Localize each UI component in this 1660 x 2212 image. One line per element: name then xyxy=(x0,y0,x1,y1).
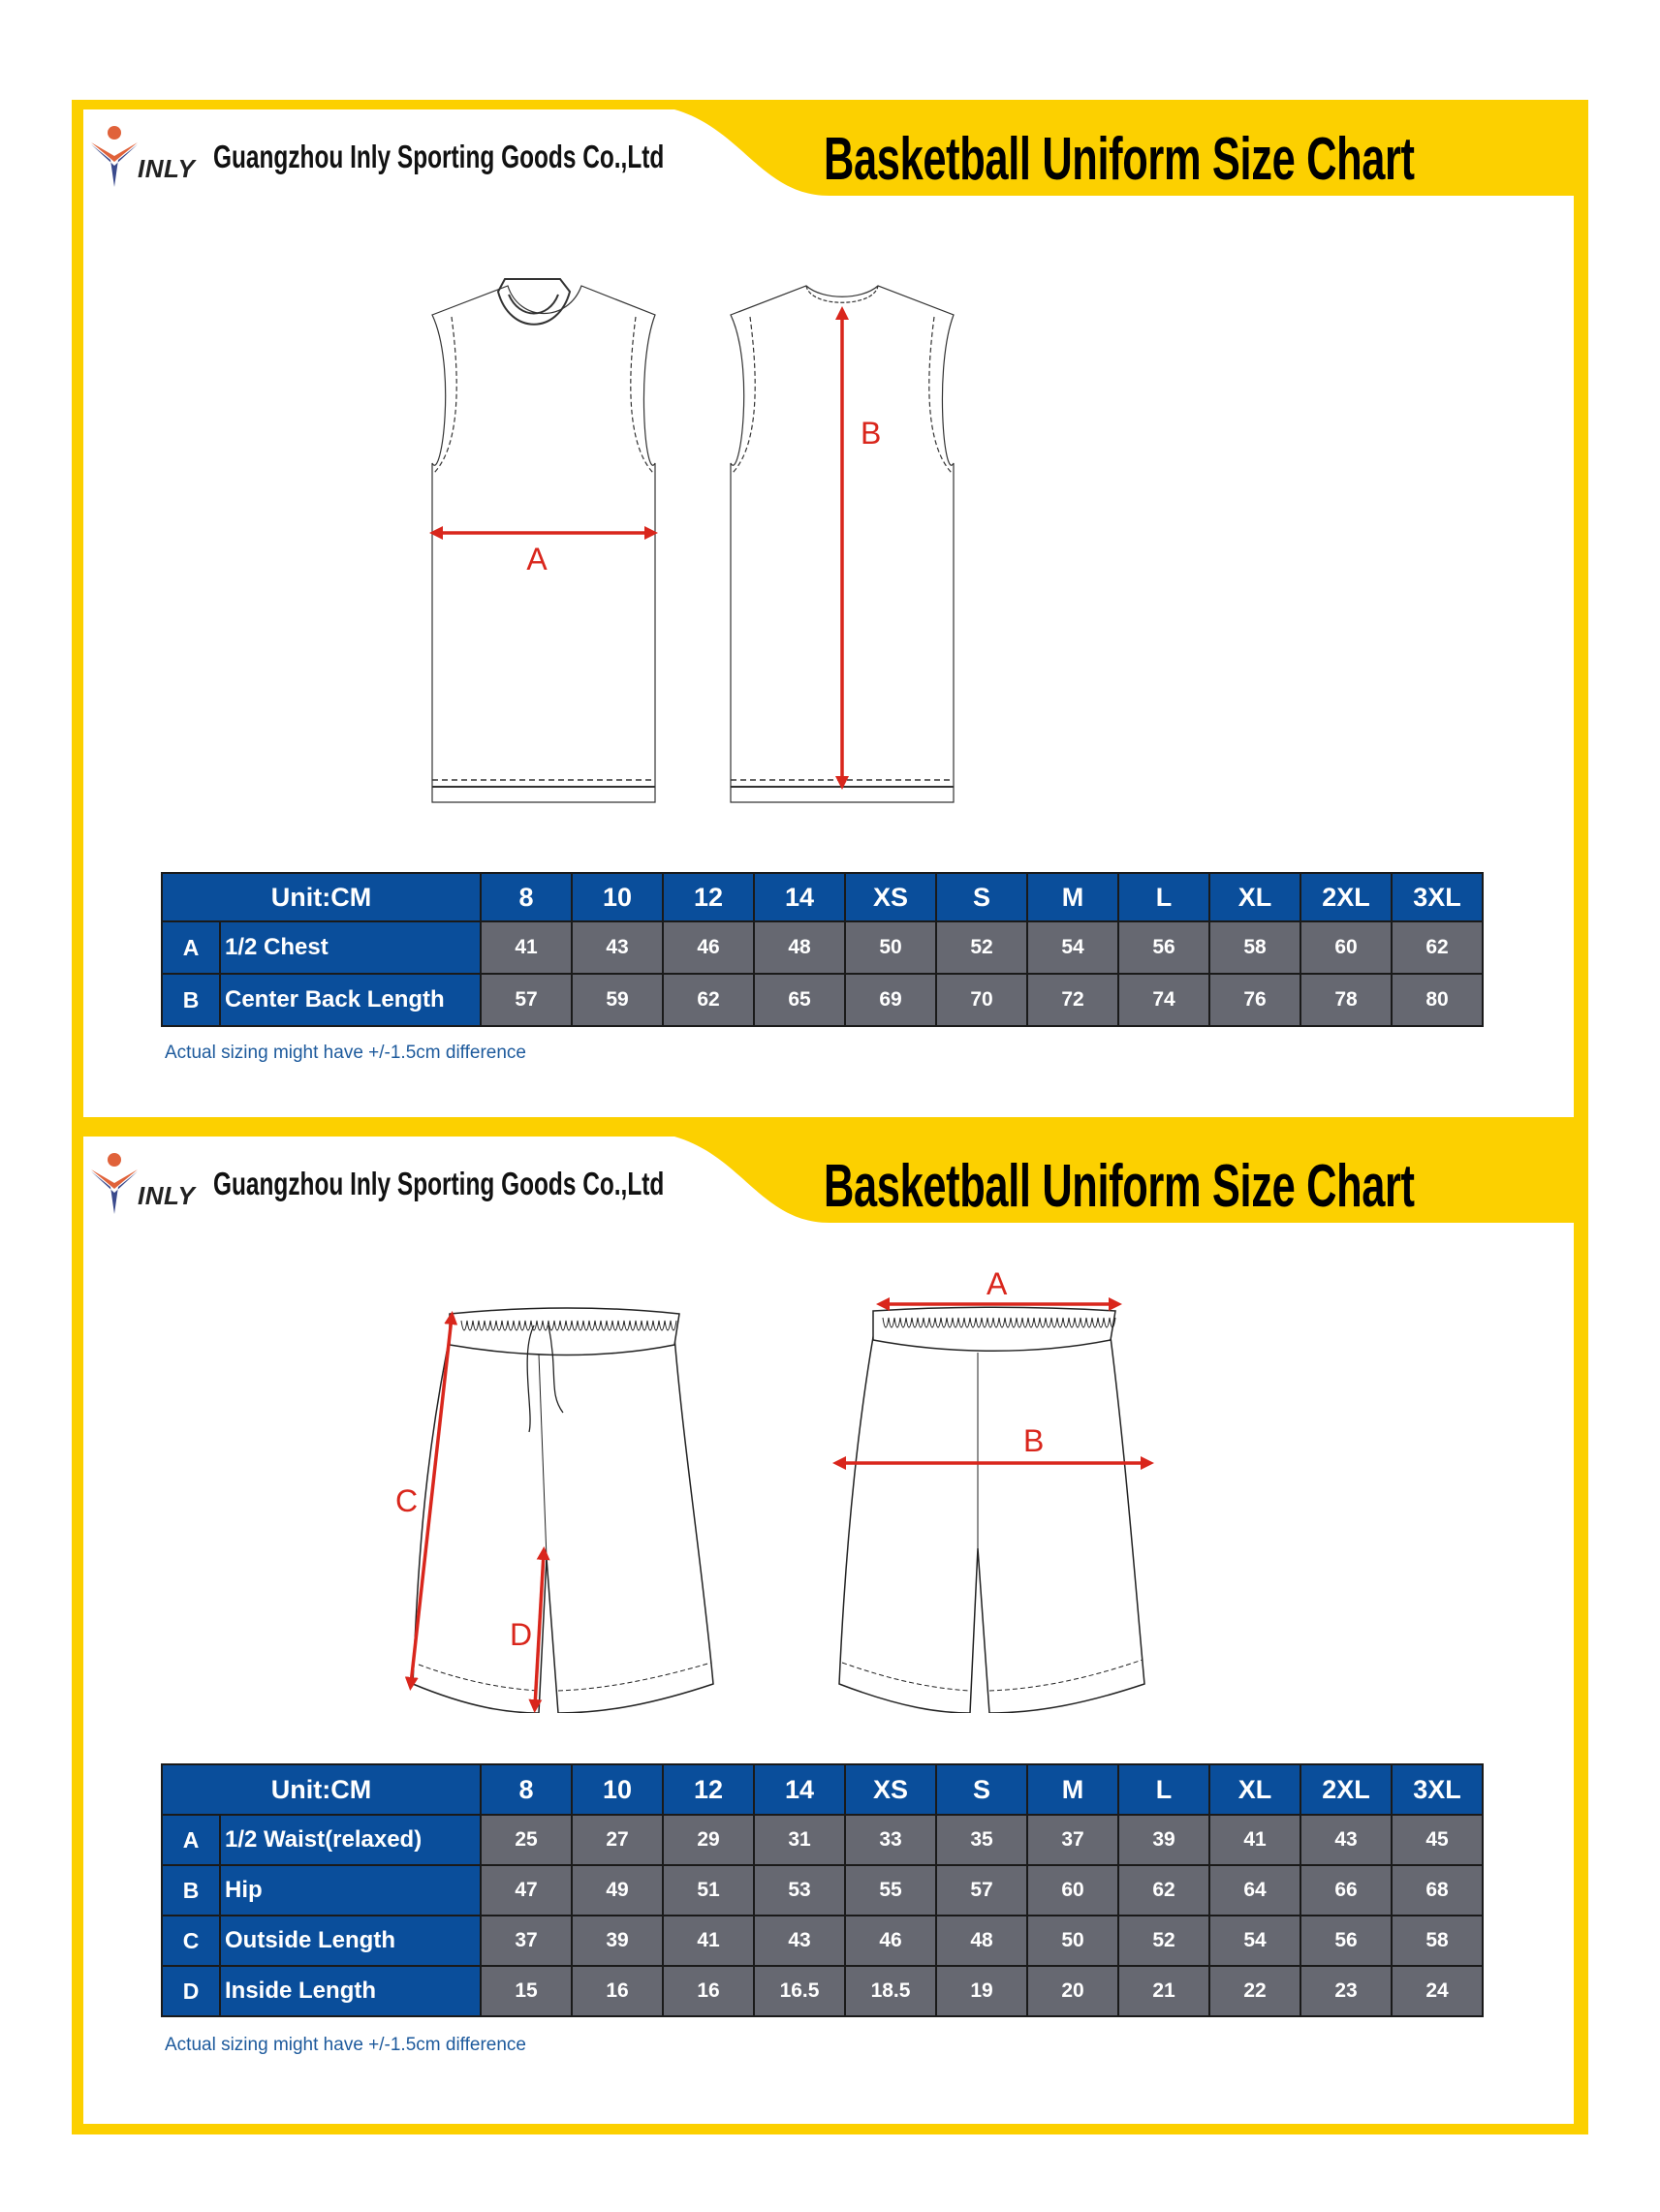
jersey-front-icon xyxy=(432,279,655,802)
cell: 39 xyxy=(1118,1815,1209,1865)
cell: 72 xyxy=(1027,974,1118,1026)
unit-label: Unit:CM xyxy=(162,873,481,921)
size-col: 14 xyxy=(754,873,845,921)
cell: 66 xyxy=(1300,1865,1392,1916)
row-letter: A xyxy=(162,1815,220,1865)
cell: 20 xyxy=(1027,1966,1118,2016)
cell: 29 xyxy=(663,1815,754,1865)
cell: 49 xyxy=(572,1865,663,1916)
cell: 41 xyxy=(1209,1815,1300,1865)
size-col: 8 xyxy=(481,873,572,921)
cell: 58 xyxy=(1392,1916,1483,1966)
size-col: XS xyxy=(845,873,936,921)
cell: 31 xyxy=(754,1815,845,1865)
cell: 62 xyxy=(663,974,754,1026)
table-row xyxy=(162,1865,1483,1916)
cell: 76 xyxy=(1209,974,1300,1026)
company-name: Guangzhou Inly Sporting Goods Co.,Ltd xyxy=(213,139,665,174)
size-col: 3XL xyxy=(1392,1764,1483,1815)
cell: 70 xyxy=(936,974,1027,1026)
size-col: 12 xyxy=(663,873,754,921)
cell: 52 xyxy=(936,921,1027,974)
cell: 25 xyxy=(481,1815,572,1865)
size-col: XL xyxy=(1209,873,1300,921)
jersey-diagram xyxy=(413,269,1217,812)
row-label: Outside Length xyxy=(220,1916,481,1966)
cell: 18.5 xyxy=(845,1966,936,2016)
size-col: L xyxy=(1118,1764,1209,1815)
table-row xyxy=(162,1916,1483,1966)
cell: 47 xyxy=(481,1865,572,1916)
cell: 56 xyxy=(1118,921,1209,974)
cell: 16.5 xyxy=(754,1966,845,2016)
jersey-size-table xyxy=(161,872,1484,1027)
row-letter: C xyxy=(162,1916,220,1966)
cell: 48 xyxy=(936,1916,1027,1966)
logo-wordmark: INLY xyxy=(138,154,196,183)
company-name: Guangzhou Inly Sporting Goods Co.,Ltd xyxy=(213,1166,665,1201)
cell: 43 xyxy=(754,1916,845,1966)
cell: 15 xyxy=(481,1966,572,2016)
cell: 50 xyxy=(1027,1916,1118,1966)
cell: 39 xyxy=(572,1916,663,1966)
table-row xyxy=(162,974,1483,1026)
measure-a-label: A xyxy=(987,1266,1008,1301)
cell: 45 xyxy=(1392,1815,1483,1865)
cell: 33 xyxy=(845,1815,936,1865)
row-letter: A xyxy=(162,921,220,974)
table-row xyxy=(162,1966,1483,2016)
table-header-row xyxy=(162,873,1483,921)
cell: 53 xyxy=(754,1865,845,1916)
cell: 74 xyxy=(1118,974,1209,1026)
cell: 80 xyxy=(1392,974,1483,1026)
row-letter: B xyxy=(162,1865,220,1916)
cell: 54 xyxy=(1027,921,1118,974)
shorts-size-table xyxy=(161,1763,1484,2017)
page-title: Basketball Uniform Size Chart xyxy=(824,1153,1415,1220)
size-col: 10 xyxy=(572,1764,663,1815)
row-label: Hip xyxy=(220,1865,481,1916)
cell: 19 xyxy=(936,1966,1027,2016)
cell: 62 xyxy=(1392,921,1483,974)
size-col: S xyxy=(936,1764,1027,1815)
size-col: 10 xyxy=(572,873,663,921)
cell: 23 xyxy=(1300,1966,1392,2016)
size-col: 8 xyxy=(481,1764,572,1815)
size-col: 3XL xyxy=(1392,873,1483,921)
sizing-note: Actual sizing might have +/-1.5cm difference xyxy=(165,1043,526,1063)
size-col: M xyxy=(1027,1764,1118,1815)
size-col: 2XL xyxy=(1300,873,1392,921)
table-row xyxy=(162,921,1483,974)
cell: 60 xyxy=(1027,1865,1118,1916)
cell: 59 xyxy=(572,974,663,1026)
measure-b-label: B xyxy=(861,416,882,451)
cell: 16 xyxy=(572,1966,663,2016)
cell: 46 xyxy=(845,1916,936,1966)
size-col: L xyxy=(1118,873,1209,921)
cell: 43 xyxy=(572,921,663,974)
cell: 21 xyxy=(1118,1966,1209,2016)
measure-d-label: D xyxy=(510,1617,533,1652)
cell: 54 xyxy=(1209,1916,1300,1966)
cell: 48 xyxy=(754,921,845,974)
cell: 24 xyxy=(1392,1966,1483,2016)
cell: 16 xyxy=(663,1966,754,2016)
size-col: XS xyxy=(845,1764,936,1815)
row-label: Center Back Length xyxy=(220,974,481,1026)
cell: 57 xyxy=(936,1865,1027,1916)
cell: 41 xyxy=(663,1916,754,1966)
cell: 37 xyxy=(481,1916,572,1966)
size-col: 12 xyxy=(663,1764,754,1815)
cell: 68 xyxy=(1392,1865,1483,1916)
sizing-note: Actual sizing might have +/-1.5cm difference xyxy=(165,2035,526,2055)
cell: 62 xyxy=(1118,1865,1209,1916)
size-col: 2XL xyxy=(1300,1764,1392,1815)
cell: 57 xyxy=(481,974,572,1026)
cell: 65 xyxy=(754,974,845,1026)
size-col: S xyxy=(936,873,1027,921)
cell: 37 xyxy=(1027,1815,1118,1865)
logo-wordmark: INLY xyxy=(138,1181,196,1210)
cell: 50 xyxy=(845,921,936,974)
cell: 22 xyxy=(1209,1966,1300,2016)
measure-b-label: B xyxy=(1023,1423,1045,1458)
unit-label: Unit:CM xyxy=(162,1764,481,1815)
row-letter: B xyxy=(162,974,220,1026)
cell: 43 xyxy=(1300,1815,1392,1865)
table-row xyxy=(162,1815,1483,1865)
cell: 51 xyxy=(663,1865,754,1916)
measure-a-label: A xyxy=(526,542,548,576)
cell: 55 xyxy=(845,1865,936,1916)
shorts-front-icon xyxy=(413,1308,713,1713)
cell: 56 xyxy=(1300,1916,1392,1966)
cell: 60 xyxy=(1300,921,1392,974)
shorts-back-icon xyxy=(839,1307,1144,1713)
shorts-diagram xyxy=(393,1258,1246,1713)
cell: 58 xyxy=(1209,921,1300,974)
size-col: XL xyxy=(1209,1764,1300,1815)
cell: 69 xyxy=(845,974,936,1026)
cell: 78 xyxy=(1300,974,1392,1026)
cell: 64 xyxy=(1209,1865,1300,1916)
row-label: 1/2 Waist(relaxed) xyxy=(220,1815,481,1865)
cell: 35 xyxy=(936,1815,1027,1865)
row-letter: D xyxy=(162,1966,220,2016)
row-label: Inside Length xyxy=(220,1966,481,2016)
cell: 41 xyxy=(481,921,572,974)
row-label: 1/2 Chest xyxy=(220,921,481,974)
table-header-row xyxy=(162,1764,1483,1815)
measure-c-label: C xyxy=(395,1483,419,1518)
cell: 27 xyxy=(572,1815,663,1865)
size-col: M xyxy=(1027,873,1118,921)
cell: 52 xyxy=(1118,1916,1209,1966)
page-title: Basketball Uniform Size Chart xyxy=(824,126,1415,193)
cell: 46 xyxy=(663,921,754,974)
size-col: 14 xyxy=(754,1764,845,1815)
